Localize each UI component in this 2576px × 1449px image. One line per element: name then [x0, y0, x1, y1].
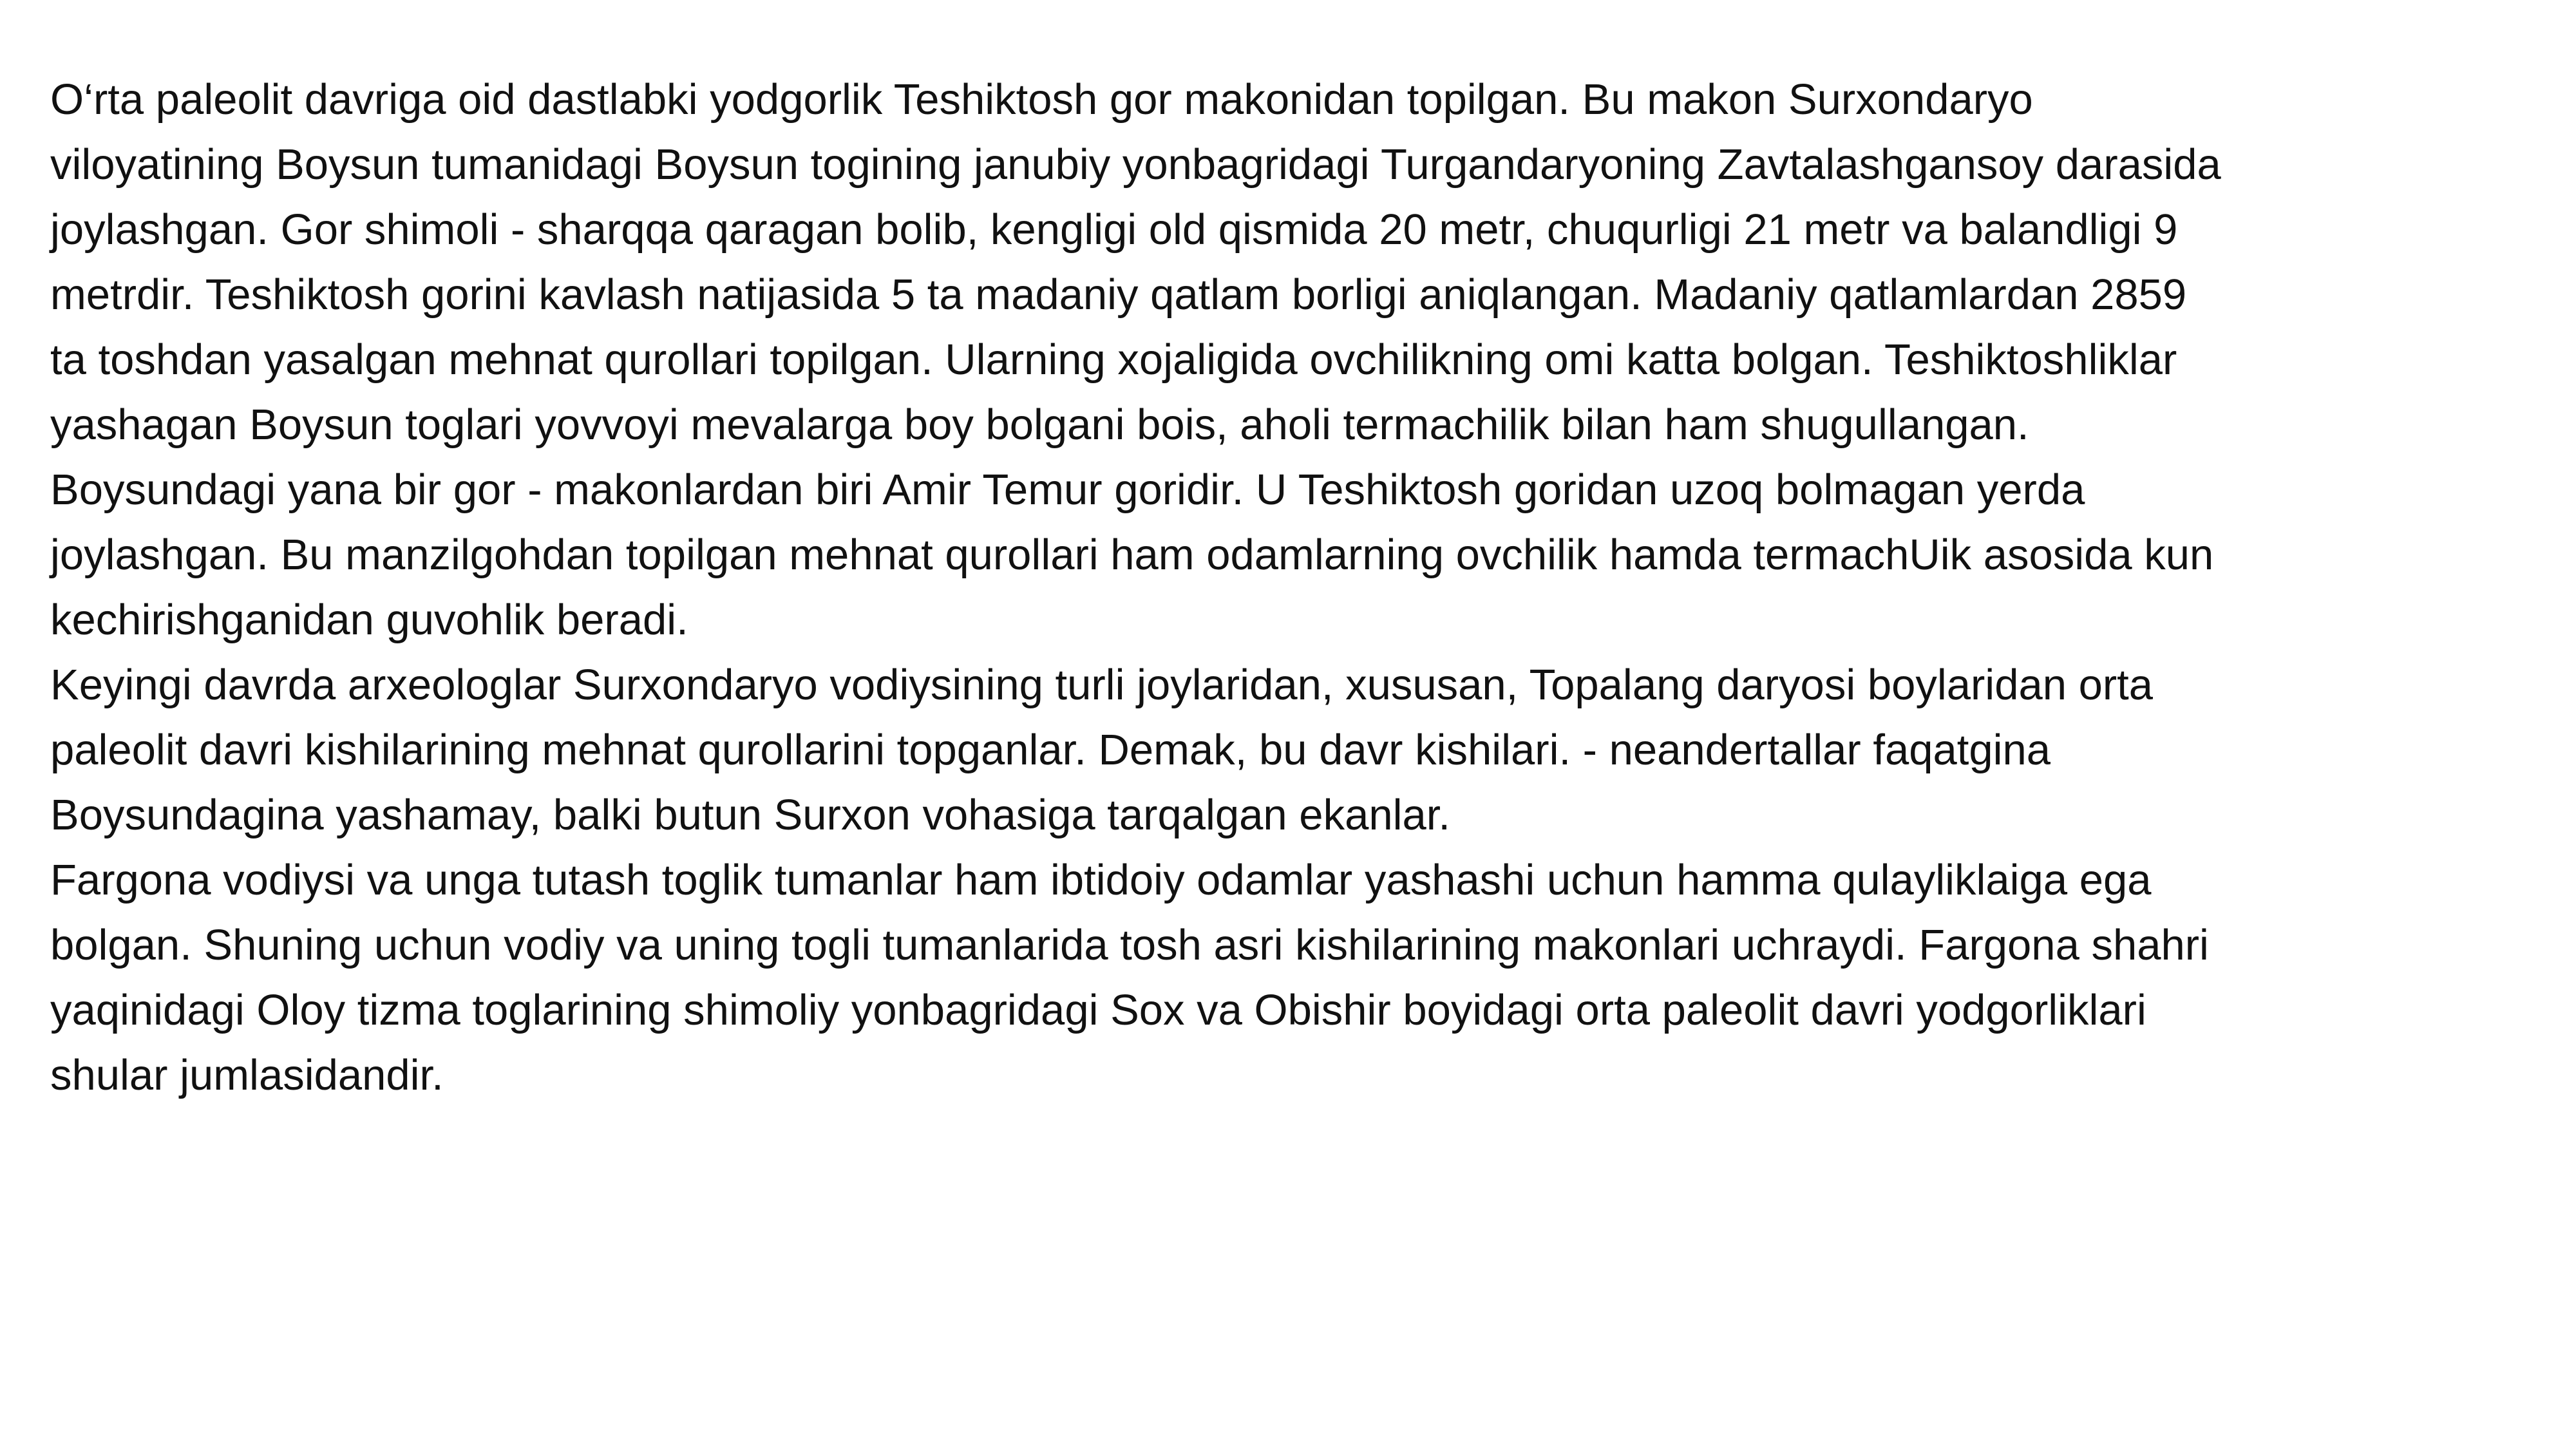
- text-line: ta toshdan yasalgan mehnat qurollari topilgan. Ularning xojaligida ovchilikning omi katta bolgan. Teshiktoshliklar: [50, 336, 2177, 384]
- body-text: [50, 67, 2562, 1108]
- paragraph-surxondaryo: [50, 652, 2562, 848]
- text-line: yashagan Boysun toglari yovvoyi mevalarga boy bolgani bois, aholi termachilik bilan ham shugullangan.: [50, 401, 2029, 449]
- paragraph-fargona: [50, 848, 2562, 1108]
- paragraph-amir-temur-gori: [50, 457, 2562, 652]
- text-line: shular jumlasidandir.: [50, 1051, 444, 1099]
- text-line: Fargona vodiysi va unga tutash toglik tumanlar ham ibtidoiy odamlar yashashi uchun hamma qulayliklaiga ega: [50, 856, 2152, 904]
- paragraph-teshiktosh: [50, 67, 2562, 457]
- text-line: joylashgan. Bu manzilgohdan topilgan mehnat qurollari ham odamlarning ovchilik hamda termachUik asosida kun: [50, 531, 2214, 579]
- text-line: yaqinidagi Oloy tizma toglarining shimoliy yonbagridagi Sox va Obishir boyidagi orta paleolit davri yodgorliklari: [50, 986, 2146, 1034]
- text-line: Boysundagina yashamay, balki butun Surxon vohasiga tarqalgan ekanlar.: [50, 791, 1450, 839]
- text-line: Boysundagi yana bir gor - makonlardan biri Amir Temur goridir. U Teshiktosh goridan uzoq bolmagan yerda: [50, 466, 2085, 514]
- text-line: viloyatining Boysun tumanidagi Boysun togining janubiy yonbagridagi Turgandaryoning Zavtalashgansoy darasida: [50, 140, 2221, 189]
- text-line: O‘rta paleolit davriga oid dastlabki yodgorlik Teshiktosh gor makonidan topilgan. Bu makon Surxondaryo: [50, 75, 2033, 124]
- text-line: Keyingi davrda arxeologlar Surxondaryo vodiysining turli joylaridan, xususan, Topalang daryosi boylaridan orta: [50, 661, 2154, 709]
- text-line: joylashgan. Gor shimoli - sharqqa qaragan bolib, kengligi old qismida 20 metr, chuqurligi 21 metr va balandligi 9: [50, 205, 2178, 254]
- text-line: paleolit davri kishilarining mehnat qurollarini topganlar. Demak, bu davr kishilari. - neandertallar faqatgina: [50, 726, 2051, 774]
- text-line: bolgan. Shuning uchun vodiy va uning togli tumanlarida tosh asri kishilarining makonlari uchraydi. Fargona shahri: [50, 921, 2209, 969]
- text-line: kechirishganidan guvohlik beradi.: [50, 596, 688, 644]
- text-line: metrdir. Teshiktosh gorini kavlash natijasida 5 ta madaniy qatlam borligi aniqlangan. Madaniy qatlamlardan 2859: [50, 270, 2187, 319]
